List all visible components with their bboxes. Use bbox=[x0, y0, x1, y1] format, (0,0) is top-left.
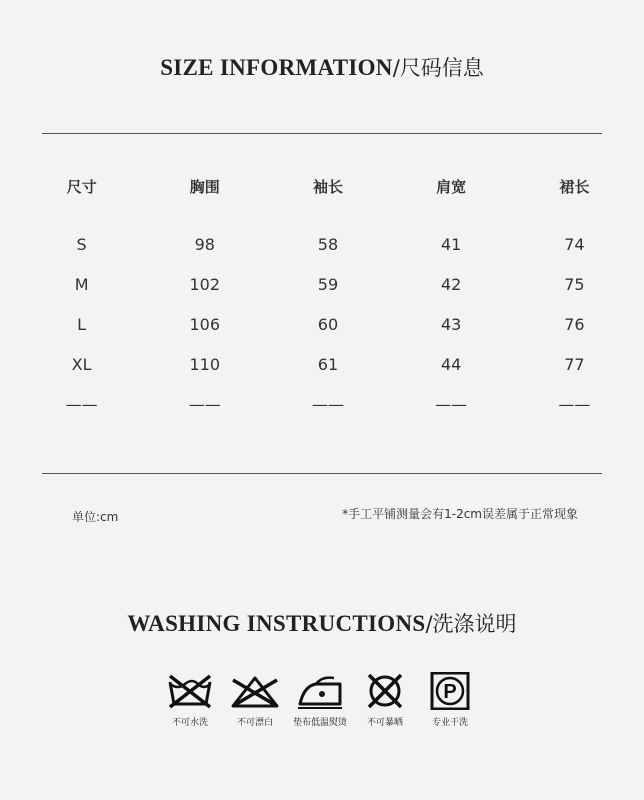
measurement-note: *手工平铺测量会有1-2cm误差属于正常现象 bbox=[342, 507, 578, 521]
table-cell: 106 bbox=[189, 314, 221, 334]
table-cell: M bbox=[74, 274, 89, 294]
table-cell: —— bbox=[188, 394, 221, 414]
table-row bbox=[20, 264, 636, 304]
table-cell: 102 bbox=[189, 274, 221, 294]
care-icons bbox=[160, 672, 480, 728]
table-top-divider bbox=[42, 133, 602, 134]
table-cell: 110 bbox=[189, 354, 221, 374]
table-cell: 77 bbox=[564, 354, 585, 374]
table-row bbox=[20, 344, 636, 384]
table-cell: 98 bbox=[194, 234, 215, 254]
table-cell: 44 bbox=[440, 354, 462, 374]
care-label: 不可漂白 bbox=[236, 718, 273, 728]
table-cell: 60 bbox=[317, 314, 339, 334]
header-sleeve: 袖长 bbox=[312, 177, 343, 196]
table-cell: —— bbox=[435, 394, 468, 414]
table-cell: 75 bbox=[564, 274, 585, 294]
care-item bbox=[420, 672, 480, 728]
header-skirt-length: 裙长 bbox=[559, 177, 590, 196]
header-shoulder: 肩宽 bbox=[436, 177, 467, 196]
table-bottom-divider bbox=[42, 473, 602, 474]
size-table-header-row bbox=[20, 163, 636, 209]
table-cell: XL bbox=[71, 354, 92, 374]
table-cell: 61 bbox=[317, 354, 339, 374]
header-size: 尺寸 bbox=[66, 177, 97, 196]
table-cell: 76 bbox=[564, 314, 585, 334]
table-cell: 41 bbox=[440, 234, 462, 254]
wash-title-en: WASHING INSTRUCTIONS bbox=[127, 611, 426, 636]
low-iron-icon bbox=[294, 672, 346, 710]
table-row bbox=[20, 224, 636, 264]
care-item bbox=[225, 672, 285, 728]
table-row bbox=[20, 384, 636, 424]
table-row bbox=[20, 304, 636, 344]
professional-dry-clean-icon bbox=[424, 672, 476, 710]
table-cell: —— bbox=[65, 394, 98, 414]
care-label: 不可暴晒 bbox=[366, 718, 403, 728]
table-cell: 42 bbox=[440, 274, 462, 294]
no-tumble-dry-icon bbox=[359, 672, 411, 710]
size-information-title bbox=[0, 52, 644, 82]
size-title-en: SIZE INFORMATION bbox=[160, 55, 393, 80]
table-cell: S bbox=[76, 234, 87, 254]
care-item bbox=[355, 672, 415, 728]
header-chest: 胸围 bbox=[189, 177, 220, 196]
table-cell: 58 bbox=[317, 234, 339, 254]
table-cell: 59 bbox=[317, 274, 339, 294]
svg-text:P: P bbox=[443, 681, 457, 703]
size-table bbox=[20, 163, 636, 424]
wash-title-cn: /洗涤说明 bbox=[425, 612, 517, 636]
unit-label: 单位:cm bbox=[72, 510, 119, 524]
table-cell: 43 bbox=[440, 314, 462, 334]
no-bleach-icon bbox=[229, 672, 281, 710]
care-item bbox=[290, 672, 350, 728]
table-cell: —— bbox=[558, 394, 591, 414]
care-label: 不可水洗 bbox=[171, 718, 208, 728]
table-cell: L bbox=[77, 314, 87, 334]
no-wash-icon bbox=[164, 672, 216, 710]
care-label: 专业干洗 bbox=[431, 718, 468, 728]
washing-instructions-title bbox=[0, 608, 644, 638]
size-title-cn: /尺码信息 bbox=[392, 56, 484, 80]
care-item bbox=[160, 672, 220, 728]
table-cell: 74 bbox=[564, 234, 585, 254]
care-label: 垫布低温熨烫 bbox=[292, 718, 347, 728]
table-cell: —— bbox=[311, 394, 344, 414]
